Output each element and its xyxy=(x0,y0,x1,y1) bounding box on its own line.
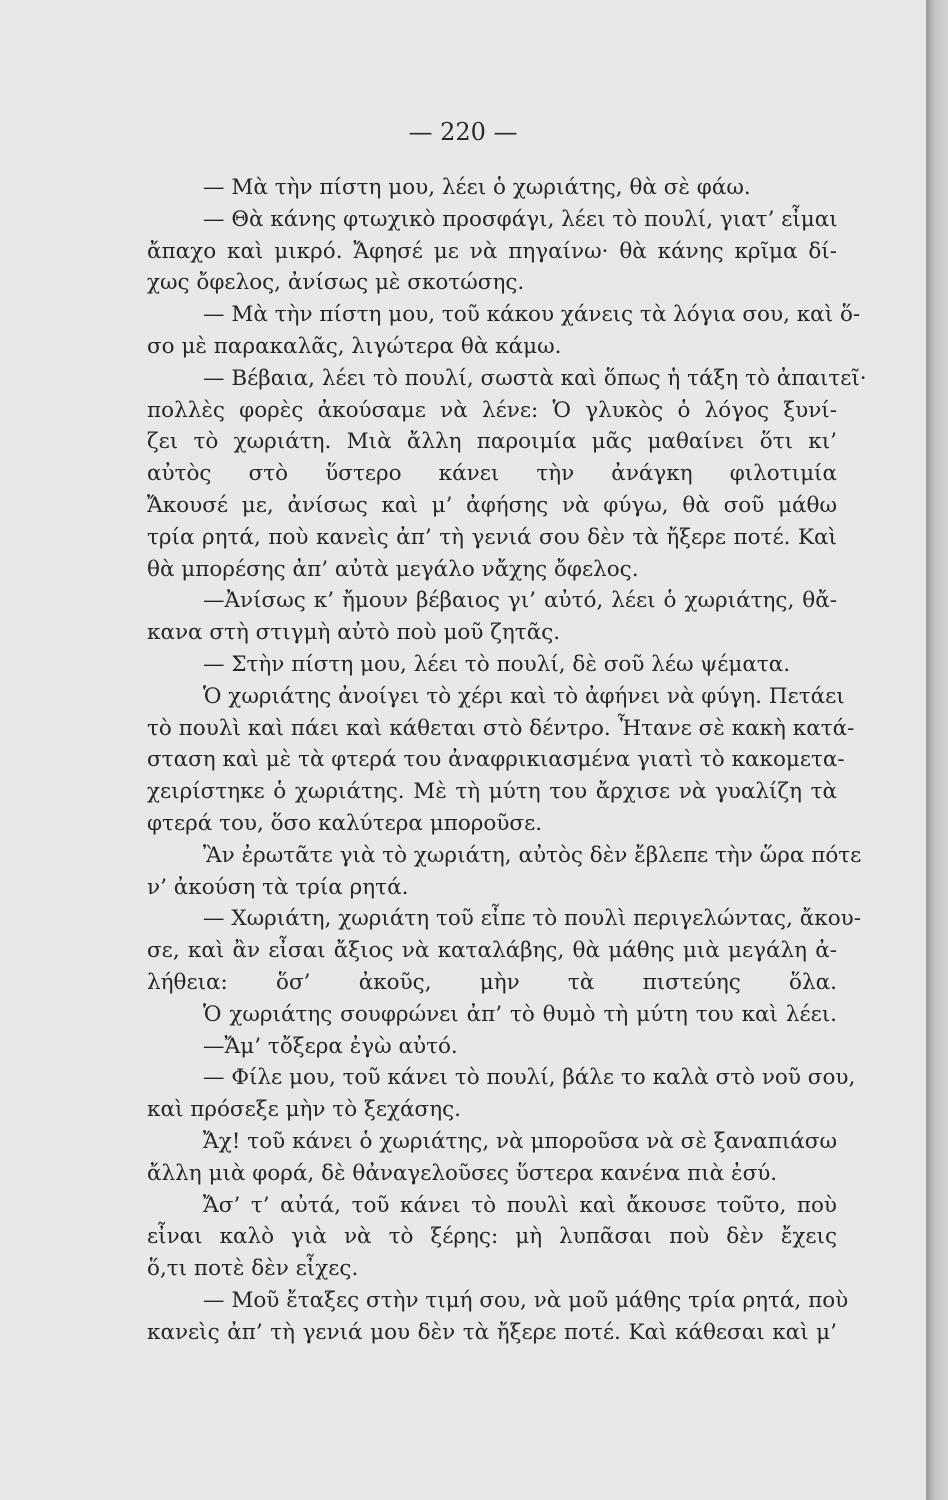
text-line: τρία ρητά, ποὺ κανεὶς ἀπ’ τὴ γενιά σου δὲν τὰ ἤξερε ποτέ. Καὶ xyxy=(147,524,837,550)
text-line: φτερά του, ὅσο καλύτερα μποροῦσε. xyxy=(147,810,543,836)
text-line: — Στὴν πίστη μου, λέει τὸ πουλί, δὲ σοῦ λέω ψέματα. xyxy=(203,651,791,677)
text-line: ζει τὸ χωριάτη. Μιὰ ἄλλη παροιμία μᾶς μαθαίνει ὅτι κι’ xyxy=(147,429,837,455)
text-line: ἄλλη μιὰ φορά, δὲ θἀναγελοῦσες ὕστερα κανένα πιὰ ἐσύ. xyxy=(147,1160,778,1186)
text-line: θὰ μπορέσης ἀπ’ αὐτὰ μεγάλο νἄχης ὄφελος. xyxy=(147,556,639,582)
text-line: καὶ πρόσεξε μὴν τὸ ξεχάσης. xyxy=(147,1097,461,1123)
text-line: Ἄσ’ τ’ αὐτά, τοῦ κάνει τὸ πουλὶ καὶ ἄκουσε τοῦτο, ποὺ xyxy=(203,1192,837,1218)
text-line: Ἂν ἐρωτᾶτε γιὰ τὸ χωριάτη, αὐτὸς δὲν ἔβλεπε τὴν ὥρα πότε xyxy=(203,842,862,868)
text-line: Ὁ χωριάτης ἀνοίγει τὸ χέρι καὶ τὸ ἀφήνει νὰ φύγη. Πετάει xyxy=(203,683,845,709)
text-line: ν’ ἀκούση τὰ τρία ρητά. xyxy=(147,874,409,900)
text-line: λήθεια: ὅσ’ ἀκοῦς, μὴν τὰ πιστεύης ὅλα. xyxy=(147,969,837,995)
text-line: σε, καὶ ἂν εἶσαι ἄξιος νὰ καταλάβης, θὰ μάθης μιὰ μεγάλη ἀ- xyxy=(147,938,837,964)
text-line: τὸ πουλὶ καὶ πάει καὶ κάθεται στὸ δέντρο. Ἦτανε σὲ κακὴ κατά- xyxy=(147,715,855,741)
text-line: χως ὄφελος, ἀνίσως μὲ σκοτώσης. xyxy=(147,270,525,296)
text-line: — Βέβαια, λέει τὸ πουλί, σωστὰ καὶ ὅπως ἡ τάξη τὸ ἀπαιτεῖ· xyxy=(203,365,867,391)
text-line: αὐτὸς στὸ ὕστερο κάνει τὴν ἀνάγκη φιλοτιμία xyxy=(147,461,837,487)
text-line: Ἄχ! τοῦ κάνει ὁ χωριάτης, νὰ μποροῦσα νὰ σὲ ξαναπιάσω xyxy=(203,1128,837,1154)
text-line: — Μὰ τὴν πίστη μου, τοῦ κάκου χάνεις τὰ λόγια σου, καὶ ὅ- xyxy=(203,302,861,328)
text-line: ὅ,τι ποτὲ δὲν εἶχες. xyxy=(147,1256,359,1282)
text-line: κανεὶς ἀπ’ τὴ γενιά μου δὲν τὰ ἤξερε ποτέ. Καὶ κάθεσαι καὶ μ’ xyxy=(147,1319,837,1345)
text-line: σταση καὶ μὲ τὰ φτερά του ἀναφρικιασμένα γιατὶ τὸ κακομετα- xyxy=(147,747,845,773)
body-text xyxy=(147,172,867,1348)
text-line: εἶναι καλὸ γιὰ νὰ τὸ ξέρης: μὴ λυπᾶσαι ποὺ δὲν ἔχεις xyxy=(147,1224,837,1250)
text-line: — Μοῦ ἔταξες στὴν τιμή σου, νὰ μοῦ μάθης τρία ρητά, ποὺ xyxy=(203,1287,849,1313)
text-line: —Ἀνίσως κ’ ἤμουν βέβαιος γι’ αὐτό, λέει ὁ χωριάτης, θἄ- xyxy=(203,588,837,614)
text-line: — Μὰ τὴν πίστη μου, λέει ὁ χωριάτης, θὰ σὲ φάω. xyxy=(203,175,751,200)
text-line: Ὁ χωριάτης σουφρώνει ἀπ’ τὸ θυμὸ τὴ μύτη του καὶ λέει. xyxy=(203,1001,837,1027)
text-line: —Ἄμ’ τὄξερα ἐγὼ αὐτό. xyxy=(203,1033,458,1059)
page-number: — 220 — xyxy=(408,118,518,146)
text-line: Ἄκουσέ με, ἀνίσως καὶ μ’ ἀφήσης νὰ φύγω, θὰ σοῦ μάθω xyxy=(147,492,837,518)
text-line: ἄπαχο καὶ μικρό. Ἄφησέ με νὰ πηγαίνω· θὰ κάνης κρῖμα δί- xyxy=(147,238,837,264)
text-line: σο μὲ παρακαλᾶς, λιγώτερα θὰ κάμω. xyxy=(147,333,562,359)
text-line: πολλὲς φορὲς ἀκούσαμε νὰ λένε: Ὁ γλυκὸς ὁ λόγος ξυνί- xyxy=(147,397,837,423)
text-line: χειρίστηκε ὁ χωριάτης. Μὲ τὴ μύτη του ἄρχισε νὰ γυαλίζη τὰ xyxy=(147,779,837,805)
text-line: κανα στὴ στιγμὴ αὐτὸ ποὺ μοῦ ζητᾶς. xyxy=(147,620,561,646)
text-line: — Θὰ κάνης φτωχικὸ προσφάγι, λέει τὸ πουλί, γιατ’ εἶμαι xyxy=(203,206,838,232)
page-edge-shadow xyxy=(926,0,948,1500)
text-line: — Φίλε μου, τοῦ κάνει τὸ πουλί, βάλε το καλὰ στὸ νοῦ σου, xyxy=(203,1065,856,1091)
text-line: — Χωριάτη, χωριάτη τοῦ εἶπε τὸ πουλὶ περιγελώντας, ἄκου- xyxy=(203,906,861,932)
